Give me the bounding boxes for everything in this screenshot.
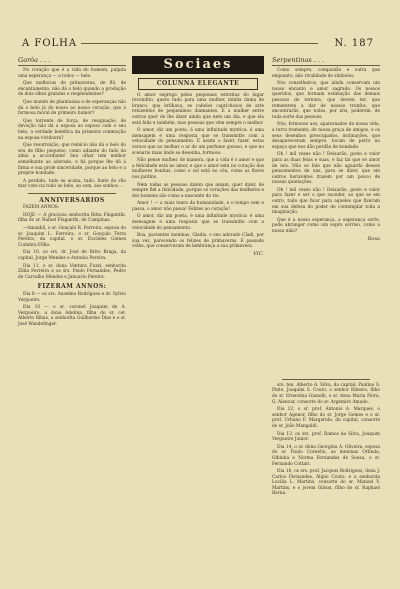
masthead-rule [78, 43, 318, 44]
right-column [272, 56, 380, 242]
serpentinas-paragraph: Que é a nossa esperança, a esperança sorte, pode abranger como um sopro sorriso, como a nossa mão? [272, 217, 380, 235]
serpentinas-signature: Rosa [367, 235, 380, 242]
divider [28, 193, 116, 194]
sociaes-paragraph: Boa, pacientes meninas, Gladis, o seu adorado Cladi, por sua vez, parecendo os felizes de primaveras. E passado velho, que conservaram de lembrança a sua primavera. [132, 233, 264, 250]
serpentinas-paragraph: Como sempre, compaixão e outra que enquanto, não rivalidade de símbolos. [272, 68, 380, 79]
anniversary-continuation-paragraph: Dia 13, os srs. prof. Ramos da Silva, Joaquim Vergueiro Junior. [272, 431, 380, 443]
anniversary-continuation-paragraph: Dia 14, o sr. dona Georgina A. Oliveira, esposa do sr. Paulo Cornelio, as meninas Orlinda, Olhinha e Norma Fernandes de Souza, o sr. Fernando Cottari. [272, 444, 380, 467]
left-column [18, 56, 126, 330]
anniversary-paragraph: HOJE — A graciosa senhorita Ritta Fluganthi, filha do sr. Rafael Fluganthi, de Campinas. [18, 212, 126, 224]
anniversary-continuation-paragraph: srs. ten. Alberto A. Silva, da capital, Paulino S. Pinto, Joaquim S. Couto, o senhor Ribeiro, filho do sr. Ernestina Gianelli, o sr. dona Maria Flora, G. Alencar, consorte do sr. Argemiro Amado. [272, 382, 380, 405]
sociaes-banner: Sociaes [132, 56, 264, 74]
anniversary-paragraph: Dia 11, o sr. dona Ventura Fuzzi, senhorita Zilda Ferreira e os srs. Paulo Fernandes, Pedro de Carvalho Mendes e Januario Pereira. [18, 263, 126, 280]
fizeram-paragraph: Dia 10 — o sr. coronel Joaquim de A. Vergueiro, a dona Adelina, filha do sr. cel. Alberto Ribas, a senhorita Guilherme Dias e o sr. José Wandefinger. [18, 305, 126, 327]
anniversary-continuation [272, 376, 380, 499]
middle-column [132, 56, 264, 258]
serpentinas-paragraph: Oh ! mil vezes não ! Deixarão, gosto e valor para as duas feias e suas, e faz tal que se amor de nós. Não se fale que não aguarda desses pensamentos de uns, para se dizer, que em outros horizontes trazem por um pouco de nossas quietações. [272, 152, 380, 186]
anniversaries-title: ANNIVERSARIOS [39, 196, 105, 204]
garoa-paragraph: Que resurreição, que reinício não dá o belo do seu de filho pequeno, como adiante do fado da alma a accordante! Seu olhar tem melhor semelhante ao adorado, e há porque lhe dá à firma e sua prole sinceridade, porque ao belo e a proprie bondade. [18, 143, 126, 177]
masthead [18, 36, 378, 50]
serpentinas-paragraph: Nós, formosos aos, apaixonados da nossa vida, a terra tremente, de nossa graça de amigos, e os seus desenhos preocupados, inclinações, que desapareceram sempre, tocam de perto no espaço que nos dão perdão de bondade. [272, 122, 380, 150]
serpentinas-paragraph: Oh ! mil vezes não ! Deixarão, gosto e valor para fazer e ser o que suceder, ao que se em outro, tudo que ficar para aqueles que fizeram em sua defesa do poder de contemplar toda a imaginação. [272, 187, 380, 216]
garoa-paragraph: Que melhoras de primaveras, de flô, de encantamento, não dá o belo quando a produção de dois olhos grandes e resplendentes? [18, 81, 126, 98]
sociaes-paragraph: O amor segrega pelas pequenas estreitas do lugar recondito, quero tudo para uma mulher, minha dama de branco, que brilhava, se cabelos caprichosos de arte reluzentes de pequeninos diamantes. E a mulher entre outros quer de lhe dizer ainda que nem um dia, e que ela está feliz e também, mas pessoas que vêm sempre o melhor. [132, 92, 264, 126]
garoa-paragraph: Que mundo de phantasias e de esperanças não dá o belo já do nosso ao nosso coração, que à formosa moral de primeiro humor? [18, 99, 126, 117]
sociaes-paragraph: O amor, diz um poeta, é uma infinitude mystica: é uma mensagem e uma resposta que se transmitte com a velocidade do pensamento. [132, 214, 264, 231]
fizeram-title: FIZERAM ANNOS: [37, 283, 107, 291]
anniversary-paragraph: —Amanhã, o sr. Gonçalo R. Ferreira, esposa do sr. Joaquim L. Ferreira, o sr. Gonçalo Terra Pereira, da capital, o sr. Euclides Gomes Coimbra Filho. [18, 226, 126, 248]
sociaes-signature: VIC. [253, 251, 264, 258]
sociaes-paragraph: Nem todas as pessoas dizem que amam, quer dizer, de sempre fiel a felicidade, porque os corações das mulheres e dos homens são como a nascente do rio. [132, 182, 264, 199]
garoa-paragraph: Que torrente de força, de resignação, de devoção não dá a esposa ao esposo com o seu belo, a verdade benéfica da primeira commoção na esposa vividoura? [18, 118, 126, 141]
anniversary-paragraph: FAZEM ANNOS: [23, 205, 60, 211]
sociaes-paragraph: Não pense mulher, de manera, que a vida é o amor e que a felicidade está no amor, e que o amor está no coração das mulheres bonitas, como o sol está no céu, como as flores nos jardins. [132, 158, 264, 180]
serpentinas-heading: Serpentinas . . . [272, 56, 380, 66]
anniversary-continuation-paragraph: Dia 16, os srs. prof. Jacques Rodrigues, dona J. Carlos Fernandes, Alípio Couto, e a senhorita Lucilia L. Martins, consorte do sr. Manoel V. Martins, e o jovem Gilson, filho do sr. Raphael Barna. [272, 469, 380, 497]
serpentinas-paragraph: Nos conselheiros, que ainda conservam um nosso encanto e amor sagrado. Os nossos queridos, que formam estimação das demais pessoas de ternura, que devem ter, que remeterem a dar de nossos trunfos, que encontrarão, que todos, por nós, poderem, de toda sorte das pessoas. [272, 81, 380, 120]
sociaes-paragraph: Amor ! — a mais tenra da humanidade, e o tempo vem e passa, o amor não passa! Felizes ao coração! [132, 201, 264, 212]
anniversary-continuation-paragraph: Dia 12, o sr. prof. Antonio A. Marques, o senhor Agenor, filho do sr. Jorge Gomes e o sr. prof. Urbano F. Margarida, da capital, consorte do sr. João Mangaldi. [272, 407, 380, 429]
sociaes-paragraph: O amor, diz um poeta, é uma infinitude mystica: é uma mensagem e uma resposta que se transmitte com a velocidade do pensamento. E assim o fazer, fazer, estas versos que ao molhar o ar de um perfume gozoso, e que no scenario mais lindo se desenha, formoso. [132, 128, 264, 156]
masthead-title: A FOLHA [18, 38, 81, 49]
divider [282, 379, 370, 380]
column-title: COLUNNA ELEGANTE [138, 78, 258, 90]
anniversary-paragraph: Dia 10, os srs. dr. José de Brito Braga, da capital, Jorge Mendes e Antonio Pereira. [18, 250, 126, 262]
page-number: N. 187 [330, 38, 378, 49]
garoa-quote: A perdido, tudo se acaba, tudo, fonte do vão mar com-cia tudo ao belo, ao som, aos sonhos ... [18, 178, 126, 190]
garoa-paragraph: No coração que é a vida do homem, palpita uma esperança — a todos — belo. [18, 68, 126, 79]
fizeram-paragraph: Dia 8 — os srs. Anselmo Rodrigues e dr. Sylvio Vergueiro. [18, 291, 126, 303]
garoa-heading: Garôa . . . [18, 56, 126, 66]
